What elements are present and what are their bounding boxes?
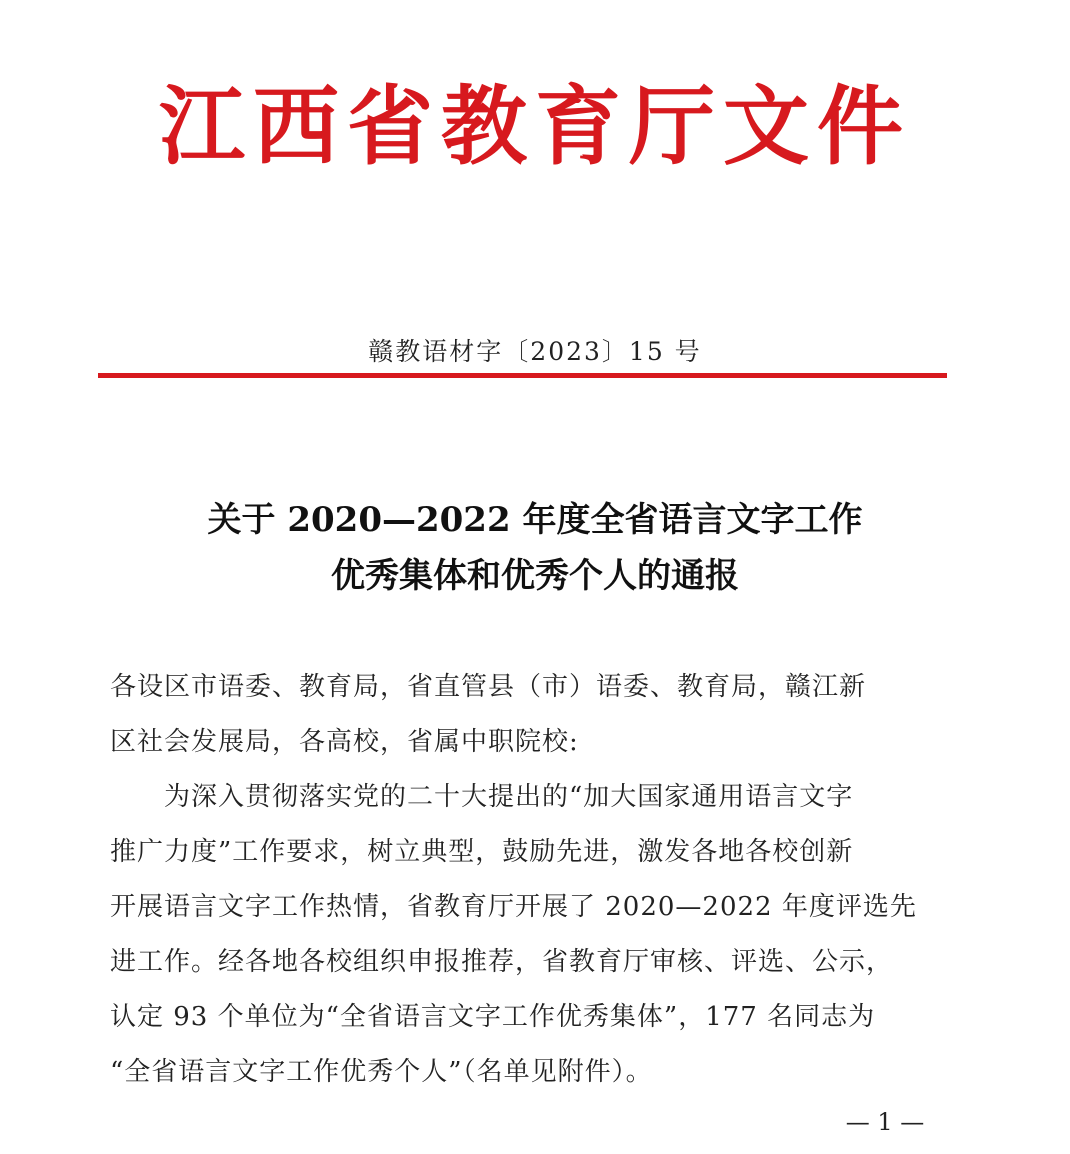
document-number: 赣教语材字〔2023〕15 号	[368, 337, 702, 366]
body-line: 为深入贯彻落实党的二十大提出的“加大国家通用语言文字	[110, 782, 854, 812]
body-line: “全省语言文字工作优秀个人”（名单见附件）。	[110, 1057, 653, 1087]
notice-title	[0, 492, 1070, 604]
body-line: 各设区市语委、教育局，省直管县（市）语委、教育局，赣江新	[110, 672, 867, 702]
body-line: 认定 93 个单位为“全省语言文字工作优秀集体”，177 名同志为	[110, 1002, 876, 1032]
notice-title-line-2: 优秀集体和优秀个人的通报	[331, 556, 739, 596]
body-line: 推广力度”工作要求，树立典型，鼓励先进，激发各地各校创新	[110, 837, 854, 867]
page-number: — 1 —	[845, 1108, 925, 1136]
notice-title-line-1: 关于 2020—2022 年度全省语言文字工作	[207, 500, 863, 540]
body-line: 开展语言文字工作热情，省教育厅开展了 2020—2022 年度评选先	[110, 892, 917, 922]
red-divider-line	[98, 373, 947, 378]
body-line: 区社会发展局，各高校，省属中职院校:	[110, 727, 579, 757]
notice-body	[110, 660, 960, 1100]
masthead-title: 江西省教育厅文件	[159, 76, 911, 177]
body-line: 进工作。经各地各校组织申报推荐，省教育厅审核、评选、公示，	[110, 947, 894, 977]
